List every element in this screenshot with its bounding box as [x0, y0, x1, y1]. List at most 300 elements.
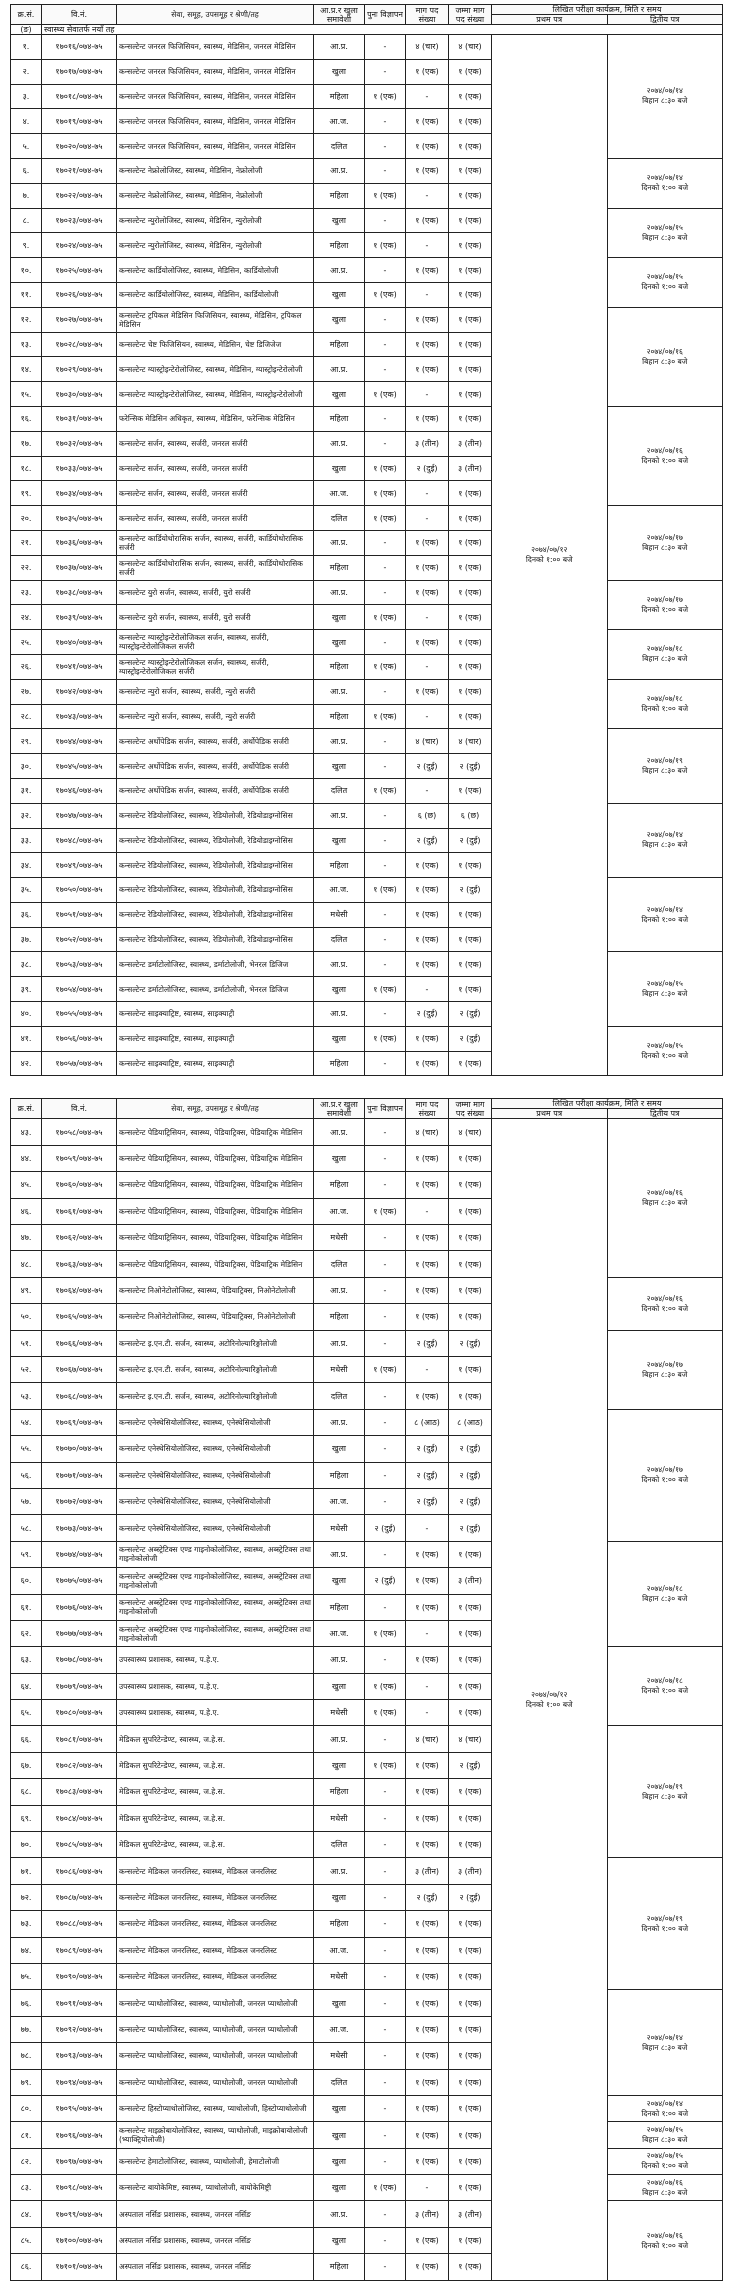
paper-2-schedule-cell: [607, 580, 723, 630]
readvertisement-cell: -: [365, 2254, 406, 2280]
type-cell: दलित: [314, 1383, 365, 1409]
readvertisement-cell: -: [365, 1145, 406, 1171]
advertisement-number-cell: १७०८३/०७४-७५: [42, 1779, 117, 1805]
serial-cell: ६७.: [11, 1752, 42, 1778]
demand-cell: १ (एक): [406, 307, 449, 332]
type-cell: खुला: [314, 1145, 365, 1171]
serial-cell: २७.: [11, 679, 42, 704]
total-cell: १ (एक): [449, 1620, 492, 1646]
advertisement-number-cell: १७०६९/०७४-७५: [42, 1409, 117, 1435]
readvertisement-cell: -: [365, 1911, 406, 1937]
table-row: [11, 630, 723, 655]
paper-2-time: दिनको १:०० बजे: [641, 2240, 689, 2250]
serial-cell: ८०.: [11, 2095, 42, 2121]
type-cell: खुला: [314, 1884, 365, 1910]
advertisement-number-cell: १७०२३/०७४-७५: [42, 208, 117, 233]
total-cell: १ (एक): [449, 580, 492, 605]
service-cell: कन्सल्टेन्ट पेडियाट्रिसियन, स्वास्थ्य, पेडियाट्रिक्स, पेडियाट्रिक मेडिसिन: [117, 1119, 314, 1145]
readvertisement-cell: -: [365, 1832, 406, 1858]
paper-2-schedule-cell: [607, 729, 723, 803]
type-cell: आ.प्र.: [314, 2201, 365, 2227]
demand-cell: २ (दुई): [406, 456, 449, 481]
header-exam-schedule: लिखित परीक्षा कार्यक्रम, मिति र समय: [492, 1099, 723, 1109]
service-cell: कन्सल्टेन्ट हिस्टोप्याथोलोजिस्ट, स्वास्थ्य, प्याथोलोजी, हिस्टोप्याथोलोजी: [117, 2095, 314, 2121]
advertisement-number-cell: १७०५६/०७४-७५: [42, 1026, 117, 1051]
service-cell: कन्सल्टेन्ट कार्डियोथोरासिक सर्जन, स्वास्थ्य, सर्जरी, कार्डियोथोरासिक सर्जरी: [117, 530, 314, 555]
serial-cell: ८३.: [11, 2175, 42, 2201]
readvertisement-cell: -: [365, 332, 406, 357]
advertisement-number-cell: १७०४४/०७४-७५: [42, 729, 117, 754]
paper-2-date: २०७४/०७/१४: [646, 904, 683, 914]
readvertisement-cell: -: [365, 208, 406, 233]
advertisement-number-cell: १७०६८/०७४-७५: [42, 1383, 117, 1409]
table-row: [11, 1647, 723, 1673]
readvertisement-cell: -: [365, 158, 406, 183]
demand-cell: १ (एक): [406, 406, 449, 431]
advertisement-number-cell: १७०२८/०७४-७५: [42, 332, 117, 357]
service-cell: मेडिकल सुपरिटेन्डेण्ट, स्वास्थ्य, ज.हे.स.: [117, 1832, 314, 1858]
paper-2-date: २०७४/०७/१८: [646, 694, 683, 704]
readvertisement-cell: -: [365, 431, 406, 456]
advertisement-number-cell: १७०७०/०७४-७५: [42, 1436, 117, 1462]
total-cell: १ (एक): [449, 902, 492, 927]
category-label: स्वास्थ्य सेवातर्फ नयाँ तह: [42, 25, 723, 35]
readvertisement-cell: -: [365, 2122, 406, 2148]
demand-cell: -: [406, 1700, 449, 1726]
type-cell: खुला: [314, 1990, 365, 2016]
advertisement-number-cell: १७०३०/०७४-७५: [42, 382, 117, 407]
readvertisement-cell: -: [365, 307, 406, 332]
total-cell: १ (एक): [449, 1805, 492, 1831]
paper-2-date: २०७४/०७/१५: [646, 222, 683, 232]
serial-cell: ७२.: [11, 1884, 42, 1910]
service-cell: कन्सल्टेन्ट मेडिकल जनरलिस्ट, स्वास्थ्य, मेडिकल जनरलिस्ट: [117, 1858, 314, 1884]
type-cell: आ.प्र.: [314, 1277, 365, 1303]
total-cell: १ (एक): [449, 1172, 492, 1198]
readvertisement-cell: १ (एक): [365, 506, 406, 531]
readvertisement-cell: १ (एक): [365, 1620, 406, 1646]
paper-2-time: दिनको १:०० बजे: [641, 2108, 689, 2118]
type-cell: खुला: [314, 2148, 365, 2174]
advertisement-number-cell: १७०७५/०७४-७५: [42, 1568, 117, 1594]
advertisement-number-cell: १७०७४/०७४-७५: [42, 1541, 117, 1567]
table-header-row: [11, 1099, 723, 1109]
demand-cell: २ (दुई): [406, 1330, 449, 1356]
type-cell: आ.प्र.: [314, 580, 365, 605]
paper-2-date: २०७४/०७/१७: [646, 532, 683, 542]
paper-2-schedule-cell: [607, 1119, 723, 1277]
type-cell: महिला: [314, 555, 365, 580]
advertisement-number-cell: १७०२४/०७४-७५: [42, 233, 117, 258]
total-cell: १ (एक): [449, 1225, 492, 1251]
table-row: [11, 952, 723, 977]
service-cell: कन्सल्टेन्ट माइक्रोबायोलोजिस्ट, स्वास्थ्य, प्याथोलोजी, माइक्रोबायोलोजी (भ्याक्ट्रियोलोजी): [117, 2122, 314, 2148]
total-cell: १ (एक): [449, 1673, 492, 1699]
service-cell: कन्सल्टेन्ट पेडियाट्रिसियन, स्वास्थ्य, पेडियाट्रिक्स, पेडियाट्रिक मेडिसिन: [117, 1251, 314, 1277]
readvertisement-cell: १ (एक): [365, 2175, 406, 2201]
demand-cell: २ (दुई): [406, 1884, 449, 1910]
service-cell: कन्सल्टेन्ट रेडियोलोजिस्ट, स्वास्थ्य, रेडियोलोजी, रेडियोडाइग्नोसिस: [117, 902, 314, 927]
demand-cell: १ (एक): [406, 2016, 449, 2042]
total-cell: १ (एक): [449, 1779, 492, 1805]
serial-cell: २१.: [11, 530, 42, 555]
demand-cell: १ (एक): [406, 1145, 449, 1171]
total-cell: ४ (चार): [449, 1726, 492, 1752]
readvertisement-cell: -: [365, 2095, 406, 2121]
advertisement-number-cell: १७०६५/०७४-७५: [42, 1304, 117, 1330]
demand-cell: -: [406, 778, 449, 803]
readvertisement-cell: १ (एक): [365, 84, 406, 109]
advertisement-number-cell: १७०६७/०७४-७५: [42, 1356, 117, 1382]
readvertisement-cell: -: [365, 1409, 406, 1435]
service-cell: मेडिकल सुपरिटेन्डेण्ट, स्वास्थ्य, ज.हे.स.: [117, 1779, 314, 1805]
advertisement-number-cell: १७०७१/०७४-७५: [42, 1462, 117, 1488]
readvertisement-cell: -: [365, 679, 406, 704]
vacancy-table-part-1: [10, 4, 723, 1076]
readvertisement-cell: -: [365, 134, 406, 159]
total-cell: १ (एक): [449, 1963, 492, 1989]
advertisement-number-cell: १७१००/०७४-७५: [42, 2227, 117, 2253]
paper-2-date: २०७४/०७/१९: [646, 756, 683, 765]
demand-cell: ३ (तीन): [406, 1858, 449, 1884]
demand-cell: १ (एक): [406, 1805, 449, 1831]
service-cell: कन्सल्टेन्ट कार्डियोलोजिस्ट, स्वास्थ्य, मेडिसिन, कार्डियोलोजी: [117, 258, 314, 283]
type-cell: खुला: [314, 2095, 365, 2121]
advertisement-number-cell: १७०६२/०७४-७५: [42, 1225, 117, 1251]
paper-2-time: दिनको १:०० बजे: [641, 604, 689, 614]
service-cell: कन्सल्टेन्ट पेडियाट्रिसियन, स्वास्थ्य, पेडियाट्रिक्स, पेडियाट्रिक मेडिसिन: [117, 1198, 314, 1224]
serial-cell: ४७.: [11, 1225, 42, 1251]
type-cell: महिला: [314, 183, 365, 208]
service-cell: कन्सल्टेन्ट मेडिकल जनरलिस्ट, स्वास्थ्य, मेडिकल जनरलिस्ट: [117, 1911, 314, 1937]
type-cell: दलित: [314, 927, 365, 952]
advertisement-number-cell: १७०८६/०७४-७५: [42, 1858, 117, 1884]
total-cell: १ (एक): [449, 233, 492, 258]
service-cell: फरेन्सिक मेडिसिन अधिकृत, स्वास्थ्य, मेडिसिन, फरेन्सिक मेडिसिन: [117, 406, 314, 431]
paper-2-schedule-cell: [607, 952, 723, 1026]
paper-2-time: बिहान ८:३० बजे: [642, 356, 688, 366]
type-cell: महिला: [314, 704, 365, 729]
type-cell: महिला: [314, 1779, 365, 1805]
readvertisement-cell: १ (एक): [365, 1700, 406, 1726]
serial-cell: ८४.: [11, 2201, 42, 2227]
service-cell: कन्सल्टेन्ट रेडियोलोजिस्ट, स्वास्थ्य, रेडियोलोजी, रेडियोडाइग्नोसिस: [117, 878, 314, 903]
table-body-part-1: [11, 25, 723, 1076]
service-cell: कन्सल्टेन्ट जनरल फिजिसियन, स्वास्थ्य, मेडिसिन, जनरल मेडिसिन: [117, 59, 314, 84]
demand-cell: -: [406, 2175, 449, 2201]
readvertisement-cell: -: [365, 952, 406, 977]
service-cell: कन्सल्टेन्ट साइक्याट्रिष्ट, स्वास्थ्य, साइक्याट्री: [117, 1051, 314, 1076]
demand-cell: १ (एक): [406, 679, 449, 704]
serial-cell: ५३.: [11, 1383, 42, 1409]
type-cell: आ.प्र.: [314, 1119, 365, 1145]
serial-cell: ५९.: [11, 1541, 42, 1567]
demand-cell: १ (एक): [406, 1963, 449, 1989]
advertisement-number-cell: १७०३६/०७४-७५: [42, 530, 117, 555]
readvertisement-cell: १ (एक): [365, 977, 406, 1002]
type-cell: खुला: [314, 1026, 365, 1051]
total-cell: १ (एक): [449, 1145, 492, 1171]
service-cell: कन्सल्टेन्ट प्याथोलोजिस्ट, स्वास्थ्य, प्याथोलोजी, जनरल प्याथोलोजी: [117, 2069, 314, 2095]
serial-cell: ७८.: [11, 2043, 42, 2069]
demand-cell: १ (एक): [406, 59, 449, 84]
header-total: जम्मा माग पद संख्या: [449, 5, 492, 25]
service-cell: कन्सल्टेन्ट जनरल फिजिसियन, स्वास्थ्य, मेडिसिन, जनरल मेडिसिन: [117, 134, 314, 159]
readvertisement-cell: १ (एक): [365, 1026, 406, 1051]
total-cell: २ (दुई): [449, 1026, 492, 1051]
total-cell: १ (एक): [449, 183, 492, 208]
total-cell: १ (एक): [449, 2069, 492, 2095]
readvertisement-cell: -: [365, 357, 406, 382]
service-cell: कन्सल्टेन्ट इ.एन.टी. सर्जन, स्वास्थ्य, अटोरिनोल्यारिङ्गोलोजी: [117, 1330, 314, 1356]
serial-cell: ८१.: [11, 2122, 42, 2148]
serial-cell: ६३.: [11, 1647, 42, 1673]
serial-cell: २२.: [11, 555, 42, 580]
vacancy-table-part-2: [10, 1098, 723, 2280]
total-cell: १ (एक): [449, 2254, 492, 2280]
service-cell: कन्सल्टेन्ट मेडिकल जनरलिस्ट, स्वास्थ्य, मेडिकल जनरलिस्ट: [117, 1884, 314, 1910]
readvertisement-cell: -: [365, 853, 406, 878]
advertisement-number-cell: १७०६३/०७४-७५: [42, 1251, 117, 1277]
readvertisement-cell: -: [365, 1488, 406, 1514]
readvertisement-cell: १ (एक): [365, 704, 406, 729]
table-body-part-2: [11, 1119, 723, 2280]
serial-cell: ४५.: [11, 1172, 42, 1198]
paper-2-schedule-cell: [607, 2175, 723, 2201]
service-cell: कन्सल्टेन्ट ग्यास्ट्रोइन्टेरोलोजिकल सर्जन, स्वास्थ्य, सर्जरी, ग्यास्ट्रोइन्टेरोलोजिकल सर्जरी: [117, 630, 314, 655]
service-cell: कन्सल्टेन्ट इ.एन.टी. सर्जन, स्वास्थ्य, अटोरिनोल्यारिङ्गोलोजी: [117, 1356, 314, 1382]
advertisement-number-cell: १७०९२/०७४-७५: [42, 2016, 117, 2042]
type-cell: खुला: [314, 59, 365, 84]
demand-cell: १ (एक): [406, 258, 449, 283]
total-cell: ३ (तीन): [449, 2201, 492, 2227]
total-cell: २ (दुई): [449, 1488, 492, 1514]
demand-cell: १ (एक): [406, 2227, 449, 2253]
advertisement-number-cell: १७०७९/०७४-७५: [42, 1673, 117, 1699]
serial-cell: ८६.: [11, 2254, 42, 2280]
serial-cell: ७७.: [11, 2016, 42, 2042]
paper-2-time: बिहान ८:३० बजे: [642, 766, 688, 775]
readvertisement-cell: १ (एक): [365, 1356, 406, 1382]
category-row: [11, 25, 723, 35]
header-serial: क्र.सं.: [11, 5, 42, 25]
serial-cell: ७६.: [11, 1990, 42, 2016]
service-cell: कन्सल्टेन्ट प्याथोलोजिस्ट, स्वास्थ्य, प्याथोलोजी, जनरल प्याथोलोजी: [117, 2016, 314, 2042]
table-row: [11, 679, 723, 704]
paper-2-schedule-cell: [607, 307, 723, 406]
header-paper-2: द्वितीय पत्र: [607, 15, 723, 25]
table-row: [11, 258, 723, 283]
type-cell: आ.ज.: [314, 1937, 365, 1963]
service-cell: कन्सल्टेन्ट जनरल फिजिसियन, स्वास्थ्य, मेडिसिन, जनरल मेडिसिन: [117, 84, 314, 109]
total-cell: २ (दुई): [449, 1002, 492, 1027]
advertisement-number-cell: १७०७८/०७४-७५: [42, 1647, 117, 1673]
type-cell: आ.प्र.: [314, 158, 365, 183]
header-serial: क्र.सं.: [11, 1099, 42, 1119]
total-cell: १ (एक): [449, 1990, 492, 2016]
service-cell: कन्सल्टेन्ट जनरल फिजिसियन, स्वास्थ्य, मेडिसिन, जनरल मेडिसिन: [117, 35, 314, 60]
type-cell: खुला: [314, 605, 365, 630]
paper-2-time: दिनको १:०० बजे: [641, 1051, 689, 1061]
demand-cell: १ (एक): [406, 357, 449, 382]
paper-1-time: दिनको १:०० बजे: [525, 555, 573, 565]
demand-cell: ४ (चार): [406, 35, 449, 60]
demand-cell: १ (एक): [406, 1026, 449, 1051]
serial-cell: ७१.: [11, 1858, 42, 1884]
readvertisement-cell: -: [365, 1779, 406, 1805]
service-cell: उपस्वास्थ्य प्रशासक, स्वास्थ्य, प.हे.ए.: [117, 1700, 314, 1726]
paper-2-schedule-cell: [607, 2148, 723, 2174]
paper-2-date: २०७४/०७/१७: [646, 1359, 683, 1369]
advertisement-number-cell: १७०९८/०७४-७५: [42, 2175, 117, 2201]
serial-cell: १८.: [11, 456, 42, 481]
paper-2-date: २०७४/०७/१४: [646, 2098, 683, 2108]
service-cell: कन्सल्टेन्ट अब्स्ट्रेटिक्स एण्ड गाइनोकोलोजिस्ट, स्वास्थ्य, अब्स्ट्रेटिक्स तथा गाइनोकोलोजी: [117, 1541, 314, 1567]
demand-cell: १ (एक): [406, 134, 449, 159]
total-cell: ४ (चार): [449, 729, 492, 754]
type-cell: मधेसी: [314, 1356, 365, 1382]
advertisement-number-cell: १७०२०/०७४-७५: [42, 134, 117, 159]
serial-cell: २६.: [11, 654, 42, 679]
serial-cell: ८२.: [11, 2148, 42, 2174]
total-cell: २ (दुई): [449, 1436, 492, 1462]
table-row: [11, 1119, 723, 1145]
paper-2-date: २०७४/०७/१६: [646, 1188, 683, 1198]
total-cell: १ (एक): [449, 307, 492, 332]
type-cell: खुला: [314, 382, 365, 407]
type-cell: आ.प्र.: [314, 530, 365, 555]
advertisement-number-cell: १७०५३/०७४-७५: [42, 952, 117, 977]
type-cell: आ.प्र.: [314, 679, 365, 704]
total-cell: १ (एक): [449, 1700, 492, 1726]
readvertisement-cell: -: [365, 1251, 406, 1277]
total-cell: १ (एक): [449, 704, 492, 729]
readvertisement-cell: १ (एक): [365, 878, 406, 903]
service-cell: कन्सल्टेन्ट पेडियाट्रिसियन, स्वास्थ्य, पेडियाट्रिक्स, पेडियाट्रिक मेडिसिन: [117, 1145, 314, 1171]
header-service: सेवा, समूह, उपसमूह र श्रेणी/तह: [117, 5, 314, 25]
demand-cell: २ (दुई): [406, 828, 449, 853]
paper-2-date: २०७४/०७/१८: [646, 644, 683, 654]
service-cell: कन्सल्टेन्ट सर्जन, स्वास्थ्य, सर्जरी, जनरल सर्जरी: [117, 506, 314, 531]
serial-cell: ६२.: [11, 1620, 42, 1646]
advertisement-number-cell: १७०९०/०७४-७५: [42, 1963, 117, 1989]
service-cell: कन्सल्टेन्ट ग्यास्ट्रोइन्टेरोलोजिकल सर्जन, स्वास्थ्य, सर्जरी, ग्यास्ट्रोइन्टेरोलोजिकल सर्जरी: [117, 654, 314, 679]
paper-1-date: २०७४/०७/१२: [531, 545, 568, 555]
readvertisement-cell: १ (एक): [365, 605, 406, 630]
table-row: [11, 878, 723, 903]
type-cell: दलित: [314, 134, 365, 159]
serial-cell: ६१.: [11, 1594, 42, 1620]
serial-cell: ४.: [11, 109, 42, 134]
table-row: [11, 1277, 723, 1303]
demand-cell: -: [406, 1356, 449, 1382]
demand-cell: ३ (तीन): [406, 431, 449, 456]
readvertisement-cell: १ (एक): [365, 778, 406, 803]
demand-cell: २ (दुई): [406, 1002, 449, 1027]
service-cell: कन्सल्टेन्ट साइक्याट्रिष्ट, स्वास्थ्य, साइक्याट्री: [117, 1002, 314, 1027]
paper-2-schedule-cell: [607, 2201, 723, 2280]
demand-cell: -: [406, 233, 449, 258]
table-row: [11, 1026, 723, 1051]
readvertisement-cell: -: [365, 1002, 406, 1027]
type-cell: खुला: [314, 977, 365, 1002]
service-cell: कन्सल्टेन्ट एनेस्थेसियोलोजिस्ट, स्वास्थ्य, एनेस्थेसियोलोजी: [117, 1515, 314, 1541]
demand-cell: २ (दुई): [406, 1436, 449, 1462]
demand-cell: १ (एक): [406, 630, 449, 655]
serial-cell: ७५.: [11, 1963, 42, 1989]
readvertisement-cell: -: [365, 729, 406, 754]
paper-2-date: २०७४/०७/१५: [646, 2151, 683, 2161]
service-cell: कन्सल्टेन्ट जनरल फिजिसियन, स्वास्थ्य, मेडिसिन, जनरल मेडिसिन: [117, 109, 314, 134]
type-cell: खुला: [314, 208, 365, 233]
advertisement-number-cell: १७०४१/०७४-७५: [42, 654, 117, 679]
serial-cell: ८५.: [11, 2227, 42, 2253]
advertisement-number-cell: १७०२२/०७४-७५: [42, 183, 117, 208]
serial-cell: ५५.: [11, 1436, 42, 1462]
type-cell: आ.प्र.: [314, 35, 365, 60]
total-cell: १ (एक): [449, 1277, 492, 1303]
paper-2-time: बिहान ८:३० बजे: [642, 840, 688, 850]
readvertisement-cell: -: [365, 828, 406, 853]
readvertisement-cell: १ (एक): [365, 456, 406, 481]
serial-cell: ४२.: [11, 1051, 42, 1076]
type-cell: दलित: [314, 1832, 365, 1858]
paper-2-time: दिनको १:०० बजे: [641, 282, 689, 292]
demand-cell: १ (एक): [406, 2254, 449, 2280]
service-cell: कन्सल्टेन्ट ग्यास्ट्रोइन्टेरोलोजिस्ट, स्वास्थ्य, मेडिसिन, ग्यास्ट्रोइन्टेरोलोजी: [117, 382, 314, 407]
service-cell: कन्सल्टेन्ट कार्डियोथोरासिक सर्जन, स्वास्थ्य, सर्जरी, कार्डियोथोरासिक सर्जरी: [117, 555, 314, 580]
advertisement-number-cell: १७०४३/०७४-७५: [42, 704, 117, 729]
header-paper-1: प्रथम पत्र: [492, 1109, 608, 1119]
serial-cell: १३.: [11, 332, 42, 357]
readvertisement-cell: -: [365, 1990, 406, 2016]
table-row: [11, 2148, 723, 2174]
service-cell: कन्सल्टेन्ट अब्स्ट्रेटिक्स एण्ड गाइनोकोलोजिस्ट, स्वास्थ्य, अब्स्ट्रेटिक्स तथा गाइनोकोलोजी: [117, 1568, 314, 1594]
readvertisement-cell: -: [365, 1304, 406, 1330]
type-cell: महिला: [314, 406, 365, 431]
advertisement-number-cell: १७०२७/०७४-७५: [42, 307, 117, 332]
advertisement-number-cell: १७०९७/०७४-७५: [42, 2148, 117, 2174]
serial-cell: ३६.: [11, 902, 42, 927]
paper-2-schedule-cell: [607, 1026, 723, 1076]
total-cell: १ (एक): [449, 2122, 492, 2148]
total-cell: ३ (तीन): [449, 456, 492, 481]
advertisement-number-cell: १७०९१/०७४-७५: [42, 1990, 117, 2016]
total-cell: १ (एक): [449, 406, 492, 431]
table-row: [11, 158, 723, 183]
demand-cell: १ (एक): [406, 1647, 449, 1673]
demand-cell: १ (एक): [406, 1051, 449, 1076]
serial-cell: २५.: [11, 630, 42, 655]
advertisement-number-cell: १७०९४/०७४-७५: [42, 2069, 117, 2095]
readvertisement-cell: -: [365, 406, 406, 431]
header-demand: माग पद संख्या: [406, 5, 449, 25]
demand-cell: १ (एक): [406, 555, 449, 580]
readvertisement-cell: -: [365, 1119, 406, 1145]
type-cell: दलित: [314, 1251, 365, 1277]
advertisement-number-cell: १७०७६/०७४-७५: [42, 1594, 117, 1620]
readvertisement-cell: -: [365, 1383, 406, 1409]
readvertisement-cell: -: [365, 1726, 406, 1752]
total-cell: १ (एक): [449, 258, 492, 283]
readvertisement-cell: -: [365, 902, 406, 927]
type-cell: महिला: [314, 1911, 365, 1937]
total-cell: ४ (चार): [449, 1119, 492, 1145]
type-cell: मधेसी: [314, 1805, 365, 1831]
serial-cell: ५७.: [11, 1488, 42, 1514]
demand-cell: -: [406, 84, 449, 109]
demand-cell: -: [406, 506, 449, 531]
